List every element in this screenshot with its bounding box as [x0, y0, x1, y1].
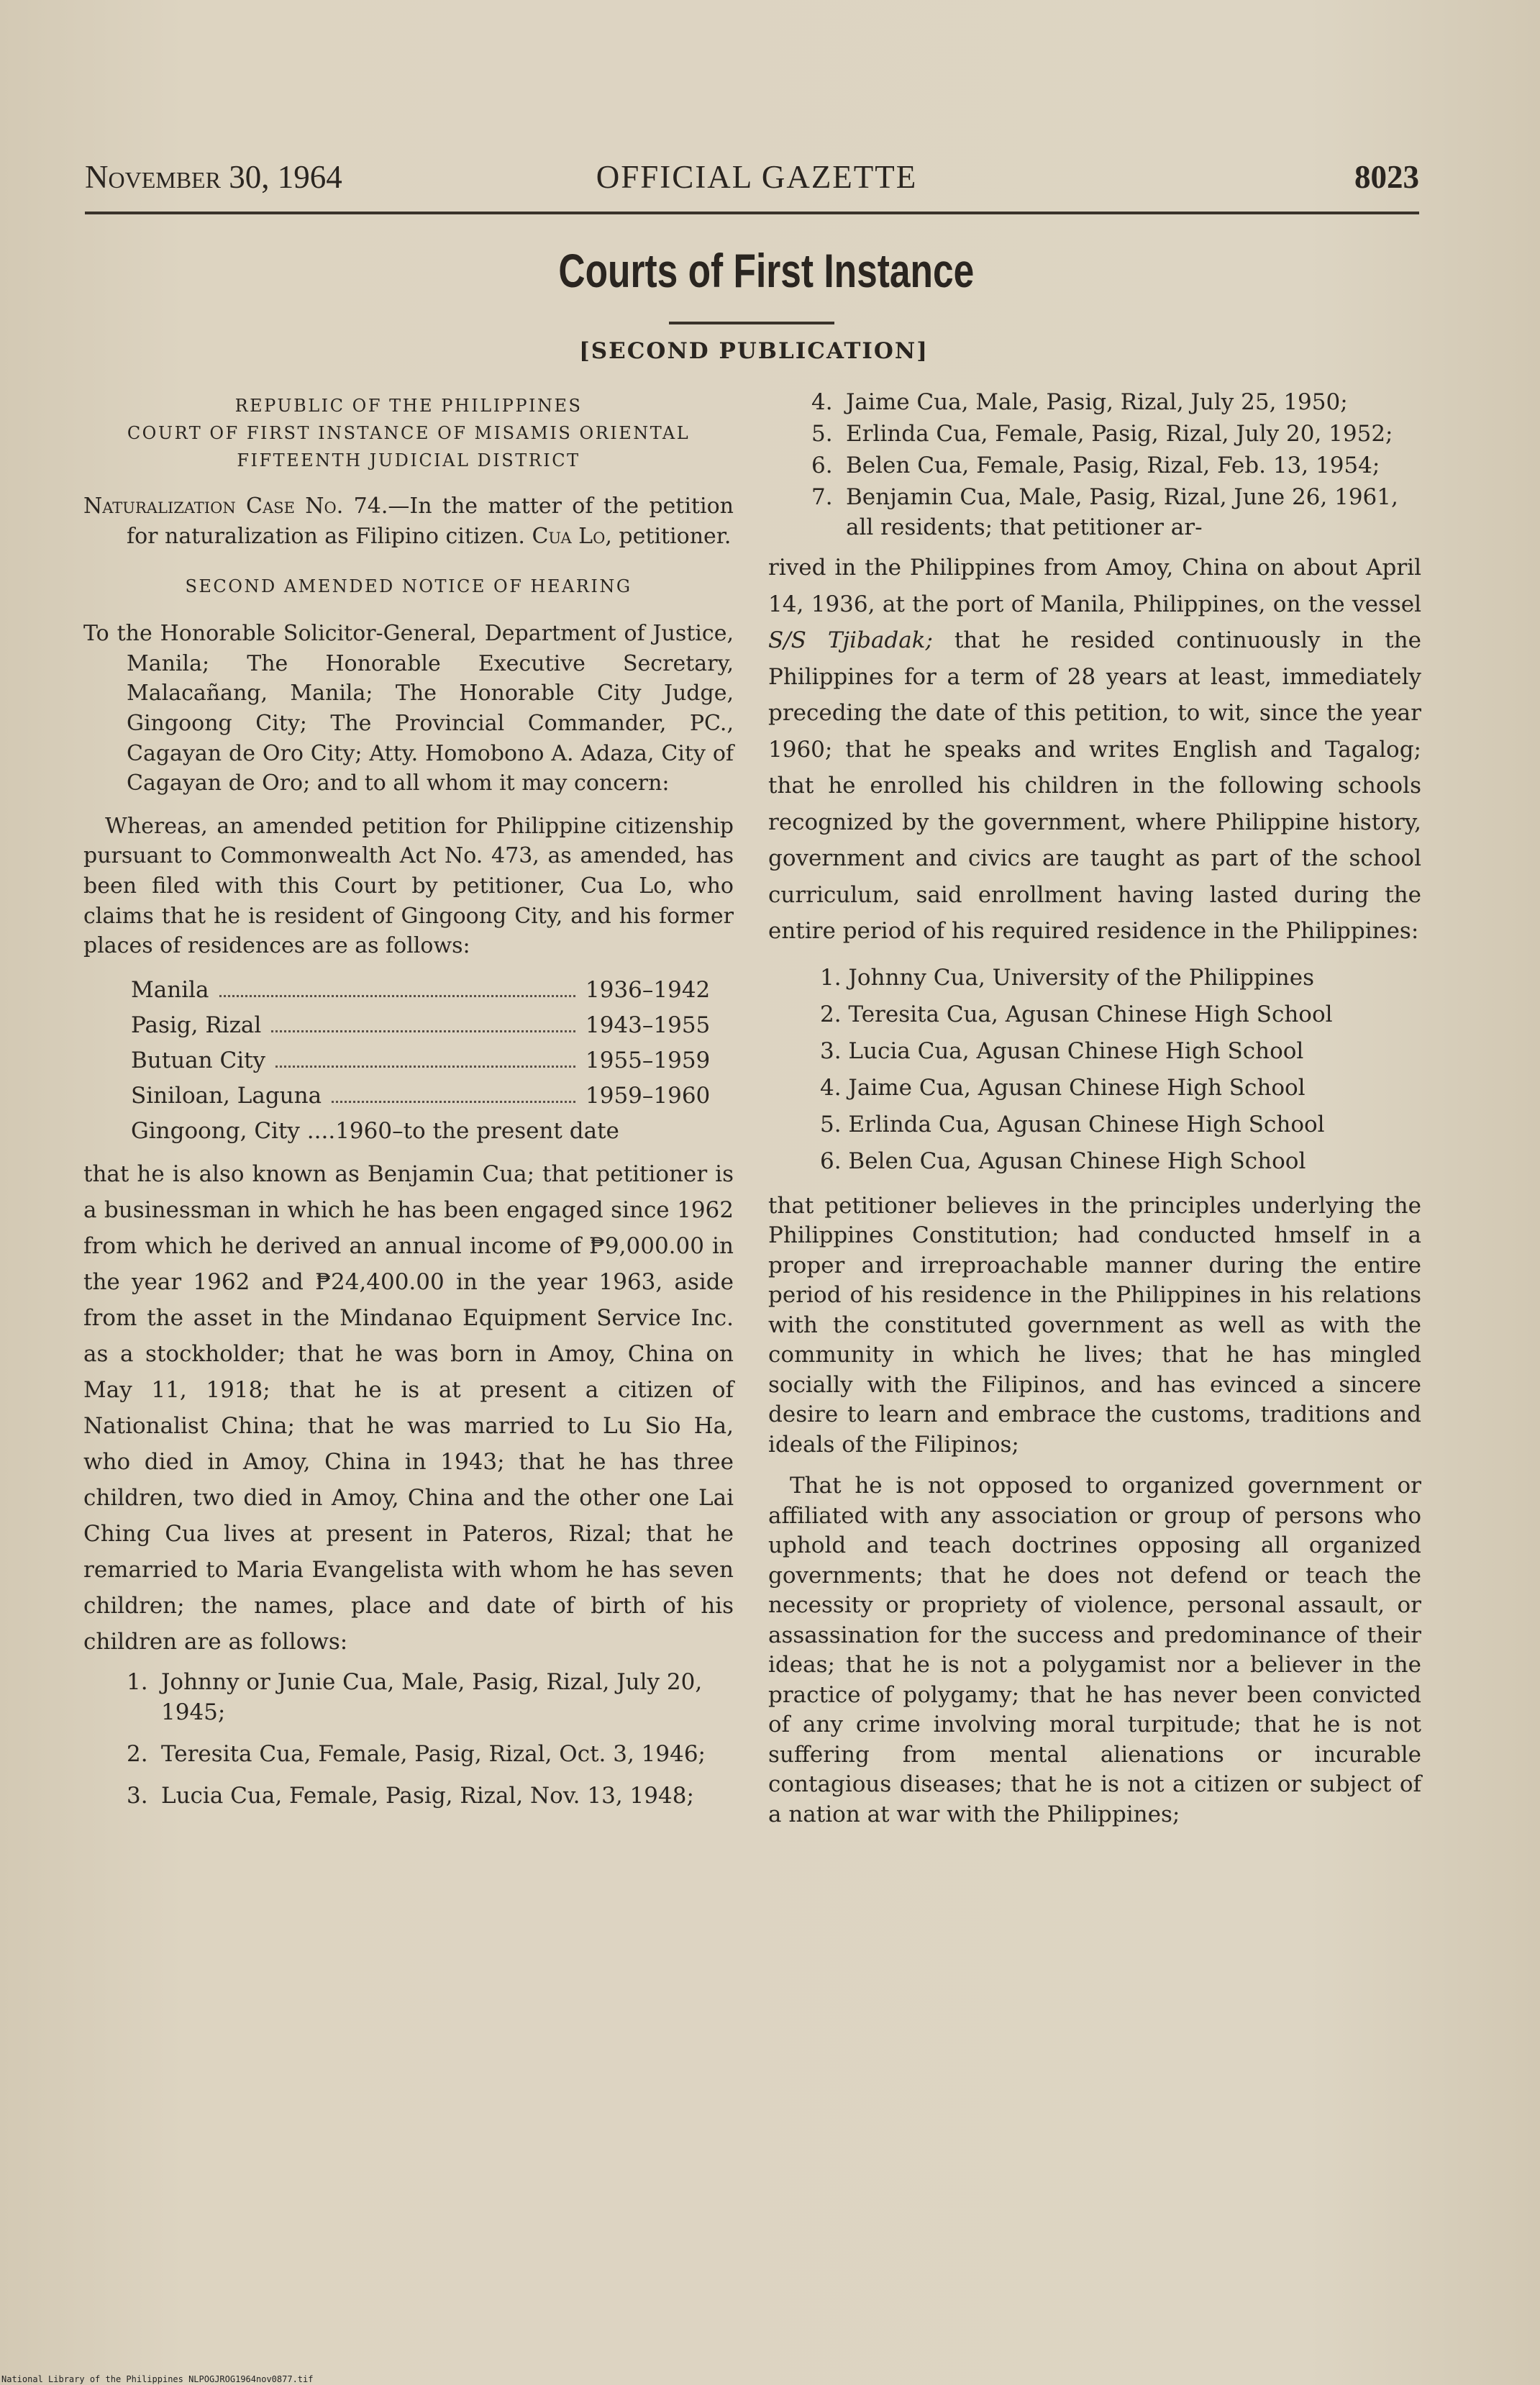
- left-column: [83, 392, 734, 1811]
- school-entry: 2. Teresita Cua, Agusan Chinese High School: [820, 1001, 1333, 1027]
- court-caption: [83, 392, 734, 474]
- child-text: Lucia Cua, Female, Pasig, Rizal, Nov. 13, 1948;: [161, 1782, 694, 1809]
- header-rule: [85, 212, 1419, 214]
- child-text: Erlinda Cua, Female, Pasig, Rizal, July 20, 1952;: [846, 421, 1393, 447]
- child-entry: [768, 419, 1421, 449]
- school-entry: 4. Jaime Cua, Agusan Chinese High School: [820, 1074, 1306, 1101]
- notice-heading: SECOND AMENDED NOTICE OF HEARING: [185, 576, 632, 597]
- residence-years: 1959–1960: [586, 1082, 711, 1109]
- residence-row: [83, 973, 711, 1008]
- child-number: 4.: [811, 389, 833, 415]
- petitioner-suffix: , petitioner.: [605, 523, 732, 549]
- residence-list: [83, 973, 734, 1149]
- child-text: Teresita Cua, Female, Pasig, Rizal, Oct. 3, 1946;: [161, 1740, 706, 1767]
- child-text: Belen Cua, Female, Pasig, Rizal, Feb. 13, 1954;: [846, 453, 1380, 478]
- school-entry: 1. Johnny Cua, University of the Philippines: [820, 964, 1314, 991]
- publication-tag: [SECOND PUBLICATION]: [579, 338, 929, 364]
- child-number: 3.: [127, 1782, 148, 1809]
- child-number: 1.: [127, 1668, 148, 1695]
- school-entry: 6. Belen Cua, Agusan Chinese High School: [820, 1148, 1306, 1174]
- residence-current: Gingoong, City ....1960–to the present date: [131, 1117, 619, 1144]
- header-date: November 30, 1964: [85, 159, 342, 195]
- case-title: [83, 491, 734, 551]
- child-number: 7.: [811, 484, 833, 510]
- residence-years: 1936–1942: [586, 976, 711, 1003]
- addressees: To the Honorable Solicitor-General, Department of Justice, Manila; The Honorable Executive Secretary, Malacañang, Manila; The Honorable City Judge, Gingoong City; The Provincial Commander, PC., Cagayan de Oro City; Atty. Homobono A. Adaza, City of Cagayan de Oro; and to all whom it may concern:: [83, 621, 734, 796]
- child-entry: [768, 450, 1421, 481]
- arrival-text-cont: that he resided continuously in the Philippines for a term of 28 years at least, immediately preceding the date of this petition, to wit, since the year 1960; that he speaks and writes English and Tagalog; that he enrolled his children in the following schools recognized by the government, where Philippine history, government and civics are taught as part of the school curriculum, said enrollment having lasted during the entire period of his required residence in the Philippines:: [768, 627, 1421, 944]
- child-entry: [768, 387, 1421, 417]
- principles-paragraph: that petitioner believes in the principles underlying the Philippines Constitution; had conducted hmself in a proper and irreproachable manner during the entire period of his residence in the Philippines in his relations with the constituted government as well as with the community in which he lives; that he has mingled socially with the Filipinos, and has evinced a sincere desire to learn and embrace the customs, traditions and ideals of the Filipinos;: [768, 1192, 1421, 1458]
- residence-place: Butuan City: [131, 1047, 266, 1073]
- residence-row: [83, 1008, 711, 1043]
- court-line: FIFTEENTH JUDICIAL DISTRICT: [237, 450, 580, 471]
- whereas-paragraph: Whereas, an amended petition for Philippine citizenship pursuant to Commonwealth Act No. 473, as amended, has been filed with this Court by petitioner, Cua Lo, who claims that he is resident of Gingoong City, and his former places of residences are as follows:: [83, 813, 734, 959]
- arrival-text: rived in the Philippines from Amoy, China on about April 14, 1936, at the port of Manila, Philippines, on the vessel: [768, 555, 1421, 617]
- court-line: COURT OF FIRST INSTANCE OF MISAMIS ORIENTAL: [127, 423, 691, 443]
- school-entry: 3. Lucia Cua, Agusan Chinese High School: [820, 1037, 1304, 1064]
- school-entry: 5. Erlinda Cua, Agusan Chinese High School: [820, 1111, 1325, 1137]
- leader-dots: [332, 1101, 575, 1103]
- children-list-right: [768, 387, 1421, 542]
- scan-footer: National Library of the Philippines NLPOGJROG1964nov0877.tif: [1, 2374, 314, 2384]
- residence-place: Pasig, Rizal: [131, 1012, 262, 1038]
- leader-dots: [275, 1066, 575, 1068]
- section-title: Courts of First Instance: [558, 244, 975, 297]
- not-opposed-paragraph: That he is not opposed to organized government or affiliated with any association or group of persons who uphold and teach doctrines opposing all organized governments; that he does not defend or teach the necessity or propriety of violence, personal assault, or assassination for the success and predominance of their ideas; that he is not a polygamist nor a believer in the practice of polygamy; that he has never been convicted of any crime involving moral turpitude; that he is not suffering from mental alienations or incurable contagious diseases; that he is not a citizen or subject of a nation at war with the Philippines;: [768, 1473, 1421, 1827]
- case-text: —In the matter of the petition for naturalization as Filipino citizen.: [127, 494, 734, 549]
- child-entry: [83, 1667, 734, 1727]
- child-text: Johnny or Junie Cua, Male, Pasig, Rizal, July 20, 1945;: [161, 1668, 703, 1725]
- petitioner-details: that he is also known as Benjamin Cua; that petitioner is a businessman in which he has been engaged since 1962 from which he derived an annual income of ₱9,000.00 in the year 1962 and ₱24,400.00 in the year 1963, aside from the asset in the Mindanao Equipment Service Inc. as a stockholder; that he was born in Amoy, China on May 11, 1918; that he is at present a citizen of Nationalist China; that he was married to Lu Sio Ha, who died in Amoy, China in 1943; that he has three children, two died in Amoy, China and the other one Lai Ching Cua lives at present in Pateros, Rizal; that he remarried to Maria Evangelista with whom he has seven children; the names, place and date of birth of his children are as follows:: [83, 1160, 734, 1655]
- right-column: [768, 387, 1421, 1830]
- child-text: Jaime Cua, Male, Pasig, Rizal, July 25, 1950;: [846, 389, 1348, 415]
- vessel-name: S/S Tjibadak;: [768, 627, 933, 653]
- arrival-paragraph: [768, 550, 1421, 950]
- residence-years: 1943–1955: [586, 1012, 711, 1038]
- child-entry: [768, 482, 1421, 542]
- leader-dots: [271, 1030, 575, 1032]
- case-label: Naturalization Case No. 74.: [83, 494, 388, 519]
- petitioner-name: Cua Lo: [532, 523, 606, 549]
- leader-dots: [219, 995, 576, 997]
- residence-row: [83, 1078, 711, 1114]
- child-entry: [83, 1739, 734, 1769]
- child-entry: [83, 1781, 734, 1811]
- residence-row: [83, 1043, 711, 1078]
- residence-place: Manila: [131, 976, 209, 1003]
- child-number: 5.: [811, 421, 833, 447]
- school-list: [768, 960, 1421, 1180]
- title-rule: [669, 322, 834, 324]
- child-text: Benjamin Cua, Male, Pasig, Rizal, June 26, 1961, all residents; that petitioner ar-: [846, 484, 1398, 540]
- residence-years: 1955–1959: [586, 1047, 711, 1073]
- header-page-number: 8023: [1354, 159, 1419, 195]
- child-number: 2.: [127, 1740, 148, 1767]
- residence-place: Siniloan, Laguna: [131, 1082, 322, 1109]
- child-number: 6.: [811, 453, 833, 478]
- court-line: REPUBLIC OF THE PHILIPPINES: [234, 396, 583, 416]
- header-publication-name: OFFICIAL GAZETTE: [596, 159, 918, 195]
- children-list-left: [83, 1667, 734, 1811]
